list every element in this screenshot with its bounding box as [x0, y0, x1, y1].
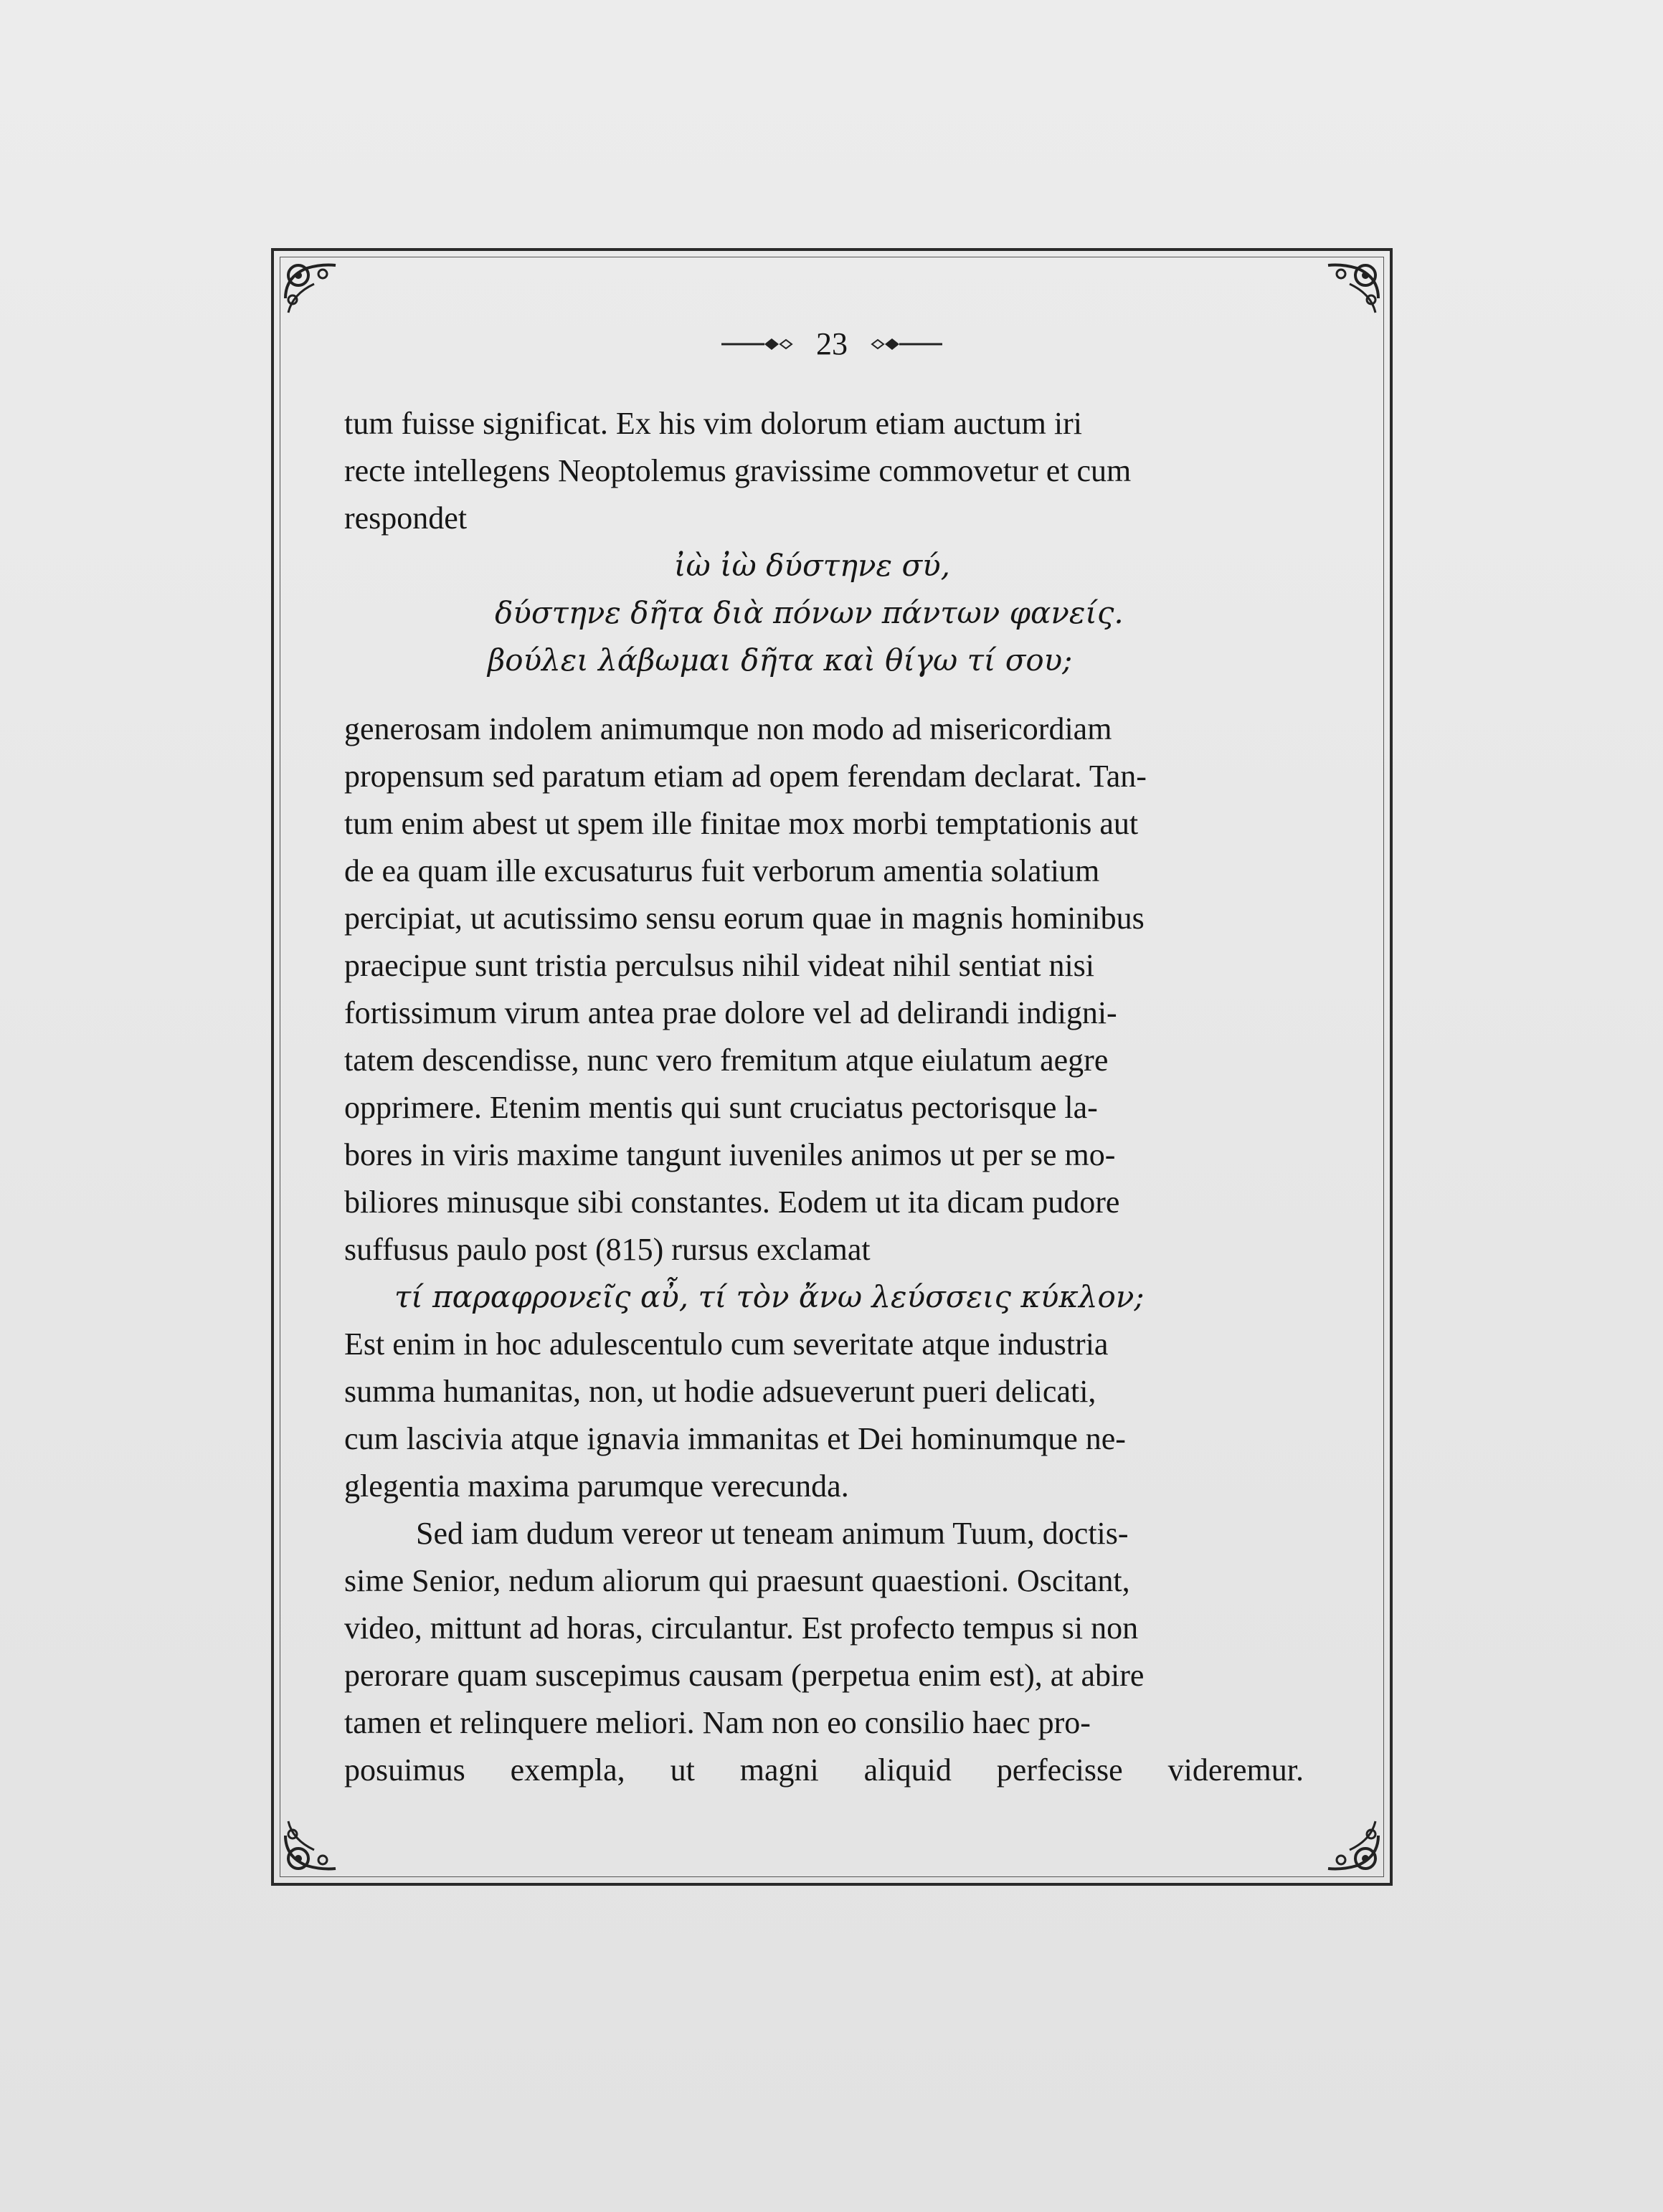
text-line: recte intellegens Neoptolemus gravissime commovetur et cum [344, 453, 1132, 488]
corner-ornament-icon [278, 255, 343, 320]
greek-verse: τί παραφρονεῖς αὖ, τί τὸν ἄνω λεύσσεις κύκλον; [394, 1279, 1145, 1314]
body-text [344, 400, 1304, 1794]
corner-ornament-icon [278, 1814, 343, 1879]
page-header [274, 326, 1390, 362]
greek-verse: ἰὼ ἰὼ δύστηνε σύ, [674, 548, 950, 583]
text-line: opprimere. Etenim mentis qui sunt cruciatus pectorisque la- [344, 1090, 1098, 1125]
corner-ornament-icon [1321, 255, 1385, 320]
text-line: posuimus exempla, ut magni aliquid perfecisse videremur. [344, 1752, 1304, 1788]
greek-verse: δύστηνε δῆτα διὰ πόνων πάντων φανείς. [495, 595, 1124, 630]
text-line: Est enim in hoc adulescentulo cum severitate atque industria [344, 1326, 1109, 1362]
text-line: video, mittunt ad horas, circulantur. Est profecto tempus si non [344, 1610, 1139, 1646]
text-line: praecipue sunt tristia perculsus nihil videat nihil sentiat nisi [344, 948, 1095, 983]
text-line: glegentia maxima parumque verecunda. [344, 1468, 849, 1504]
text-line: respondet [344, 500, 468, 536]
text-line: Sed iam dudum vereor ut teneam animum Tuum, doctis- [416, 1516, 1129, 1551]
page-number: 23 [816, 326, 848, 361]
text-line: generosam indolem animumque non modo ad misericordiam [344, 711, 1112, 746]
header-ornament-left-icon [721, 335, 800, 353]
text-line: perorare quam suscepimus causam (perpetua enim est), at abire [344, 1658, 1145, 1693]
spacer [344, 684, 1304, 706]
text-line: tum fuisse significat. Ex his vim dolorum etiam auctum iri [344, 406, 1082, 441]
text-line: suffusus paulo post (815) rursus exclamat [344, 1232, 871, 1267]
text-line: biliores minusque sibi constantes. Eodem ut ita dicam pudore [344, 1185, 1120, 1220]
text-line: cum lascivia atque ignavia immanitas et Dei hominumque ne- [344, 1421, 1126, 1456]
text-line: tum enim abest ut spem ille finitae mox morbi temptationis aut [344, 806, 1139, 841]
page-frame [271, 248, 1393, 1886]
text-line: tatem descendisse, nunc vero fremitum atque eiulatum aegre [344, 1043, 1109, 1078]
header-ornament-right-icon [863, 335, 942, 353]
text-line: percipiat, ut acutissimo sensu eorum quae in magnis hominibus [344, 901, 1145, 936]
text-line: propensum sed paratum etiam ad opem ferendam declarat. Tan- [344, 759, 1147, 794]
greek-verse: βούλει λάβωμαι δῆτα καὶ θίγω τί σου; [488, 642, 1073, 678]
corner-ornament-icon [1321, 1814, 1385, 1879]
text-line: tamen et relinquere meliori. Nam non eo consilio haec pro- [344, 1705, 1091, 1740]
text-line: bores in viris maxime tangunt iuveniles animos ut per se mo- [344, 1137, 1116, 1172]
text-line: sime Senior, nedum aliorum qui praesunt quaestioni. Oscitant, [344, 1563, 1130, 1598]
text-line: summa humanitas, non, ut hodie adsueverunt pueri delicati, [344, 1374, 1096, 1409]
text-line: fortissimum virum antea prae dolore vel ad delirandi indigni- [344, 995, 1117, 1030]
text-line: de ea quam ille excusaturus fuit verborum amentia solatium [344, 853, 1100, 888]
